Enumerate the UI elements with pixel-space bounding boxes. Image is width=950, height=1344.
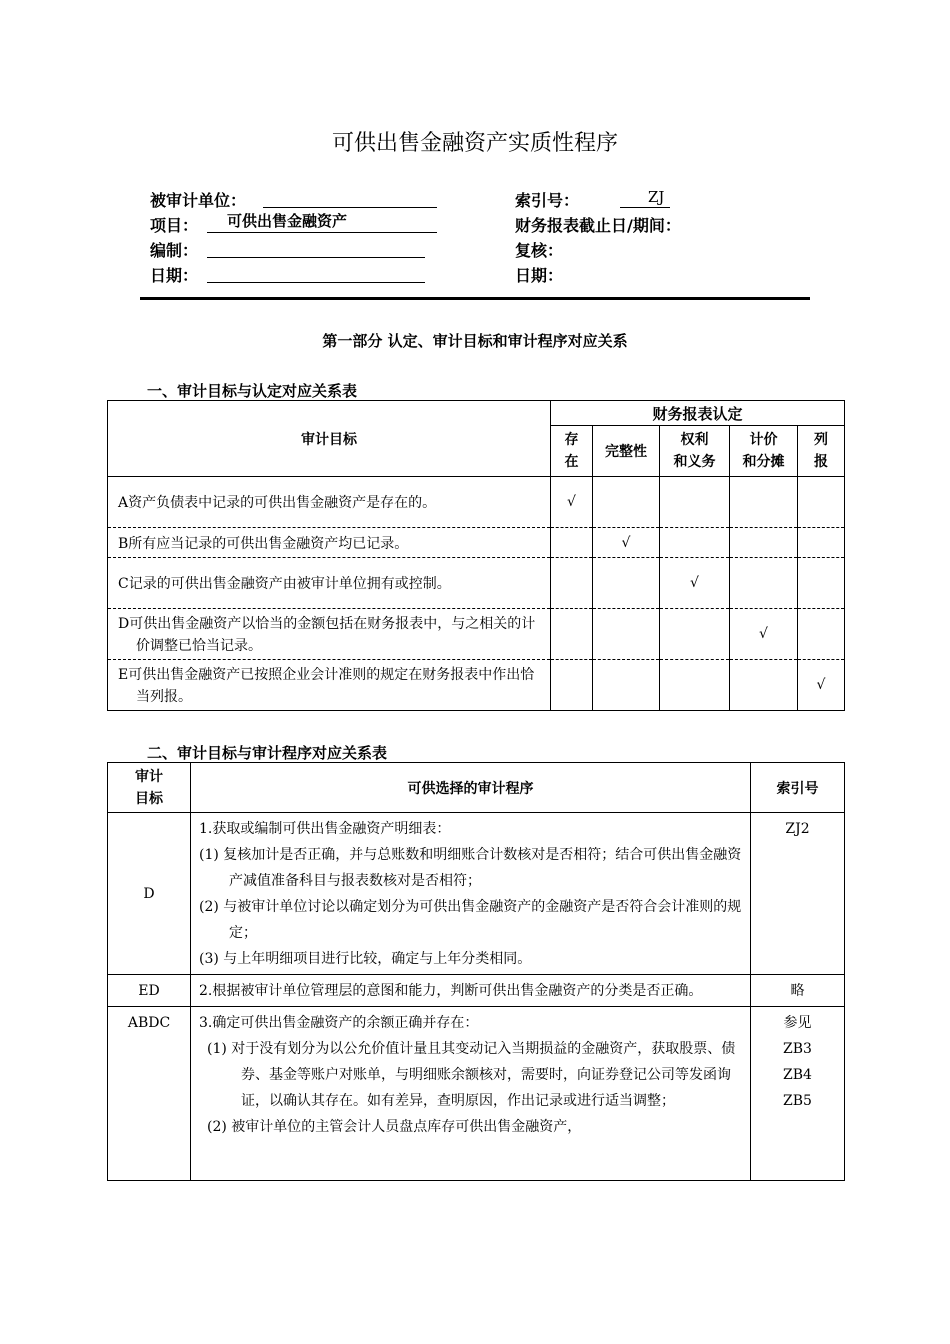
table1-title: 一、审计目标与认定对应关系表 bbox=[147, 382, 358, 400]
row-index: 参见 bbox=[783, 1015, 812, 1031]
assertion-header: 权利 bbox=[680, 432, 709, 448]
table-row bbox=[108, 660, 845, 711]
procedure-heading: 3.确定可供出售金融资产的余额正确并存在： bbox=[199, 1015, 479, 1031]
procedure-heading: 1.获取或编制可供出售金融资产明细表： bbox=[199, 821, 451, 837]
assertion-header: 和分摊 bbox=[742, 454, 785, 470]
index-label: 索引号： bbox=[515, 191, 580, 210]
row-objective: D bbox=[108, 813, 191, 975]
row-index: 略 bbox=[751, 975, 845, 1007]
row-index: ZB3 bbox=[783, 1041, 812, 1057]
auditee-label: 被审计单位： bbox=[150, 191, 247, 210]
check-cell: √ bbox=[798, 660, 845, 711]
objective-header: 审计目标 bbox=[108, 401, 551, 477]
procedure-column-header: 可供选择的审计程序 bbox=[191, 763, 751, 813]
assertions-header: 财务报表认定 bbox=[551, 401, 845, 426]
table-row bbox=[108, 528, 845, 558]
assertion-header: 存 bbox=[564, 432, 579, 448]
assertion-header: 报 bbox=[814, 454, 828, 470]
project-field[interactable] bbox=[207, 214, 437, 233]
procedure-heading: 2.根据被审计单位管理层的意图和能力，判断可供出售金融资产的分类是否正确。 bbox=[199, 983, 703, 999]
procedure-item: (2) 被审计单位的主管会计人员盘点库存可供出售金融资产， bbox=[207, 1119, 582, 1135]
objective-text: C记录的可供出售金融资产由被审计单位拥有或控制。 bbox=[118, 576, 451, 592]
row-index: ZB5 bbox=[783, 1093, 812, 1109]
assertion-table bbox=[107, 400, 845, 711]
objective-text: E可供出售金融资产已按照企业会计准则的规定在财务报表中作出恰当列报。 bbox=[118, 667, 535, 705]
prepared-label: 编制： bbox=[150, 241, 199, 260]
assertion-header: 和义务 bbox=[673, 454, 716, 470]
procedure-item: (2) 与被审计单位讨论以确定划分为可供出售金融资产的金融资产是否符合会计准则的规定； bbox=[199, 899, 742, 941]
date-field-left[interactable] bbox=[207, 264, 425, 283]
index-column-header: 索引号 bbox=[751, 763, 845, 813]
header-divider bbox=[140, 297, 810, 300]
date-label-left: 日期： bbox=[150, 266, 199, 285]
table-row bbox=[108, 813, 845, 975]
table-row bbox=[108, 558, 845, 609]
assertion-header: 计价 bbox=[749, 432, 778, 448]
part-title: 第一部分 认定、审计目标和审计程序对应关系 bbox=[322, 332, 628, 350]
table-row bbox=[108, 975, 845, 1007]
row-objective: ABDC bbox=[108, 1007, 191, 1181]
objective-text: B所有应当记录的可供出售金融资产均已记录。 bbox=[118, 535, 409, 552]
table2-title: 二、审计目标与审计程序对应关系表 bbox=[147, 744, 388, 762]
row-objective: ED bbox=[108, 975, 191, 1007]
project-label: 项目： bbox=[150, 216, 199, 235]
project-value: 可供出售金融资产 bbox=[227, 212, 348, 230]
table-row bbox=[108, 609, 845, 660]
table-row bbox=[108, 1007, 845, 1181]
check-cell: √ bbox=[730, 609, 798, 660]
period-label: 财务报表截止日/期间： bbox=[515, 216, 681, 235]
objective-text: D可供出售金融资产以恰当的金额包括在财务报表中，与之相关的计价调整已恰当记录。 bbox=[118, 616, 536, 654]
assertion-header: 在 bbox=[564, 454, 579, 470]
procedure-table bbox=[107, 762, 845, 1181]
auditee-field[interactable] bbox=[263, 189, 437, 208]
objective-text: A资产负债表中记录的可供出售金融资产是存在的。 bbox=[118, 495, 437, 511]
document-title: 可供出售金融资产实质性程序 bbox=[331, 131, 618, 156]
table-row bbox=[108, 477, 845, 528]
procedure-item: (1) 对于没有划分为以公允价值计量且其变动记入当期损益的金融资产，获取股票、债券、基金等账户对账单，与明细账余额核对，需要时，向证券登记公司等发函询证，以确认其存在。如有差异，查明原因，作出记录或进行适当调整； bbox=[207, 1041, 736, 1109]
row-index: ZJ2 bbox=[751, 813, 845, 975]
prepared-field[interactable] bbox=[207, 239, 425, 258]
procedure-item: (3) 与上年明细项目进行比较，确定与上年分类相同。 bbox=[199, 951, 532, 967]
check-cell: √ bbox=[593, 528, 660, 558]
procedure-item: (1) 复核加计是否正确，并与总账数和明细账合计数核对是否相符；结合可供出售金融资产减值准备科目与报表数核对是否相符； bbox=[199, 847, 742, 889]
row-index: ZB4 bbox=[783, 1067, 812, 1083]
objective-column-header: 审计 bbox=[135, 768, 163, 785]
review-label: 复核： bbox=[515, 241, 564, 260]
objective-column-header: 目标 bbox=[135, 790, 163, 807]
check-cell: √ bbox=[660, 558, 730, 609]
check-cell: √ bbox=[551, 477, 593, 528]
date-label-right: 日期： bbox=[515, 266, 564, 285]
index-field[interactable] bbox=[620, 189, 670, 208]
index-value: ZJ bbox=[648, 188, 665, 206]
assertion-header: 列 bbox=[814, 432, 828, 448]
assertion-header: 完整性 bbox=[605, 444, 647, 460]
